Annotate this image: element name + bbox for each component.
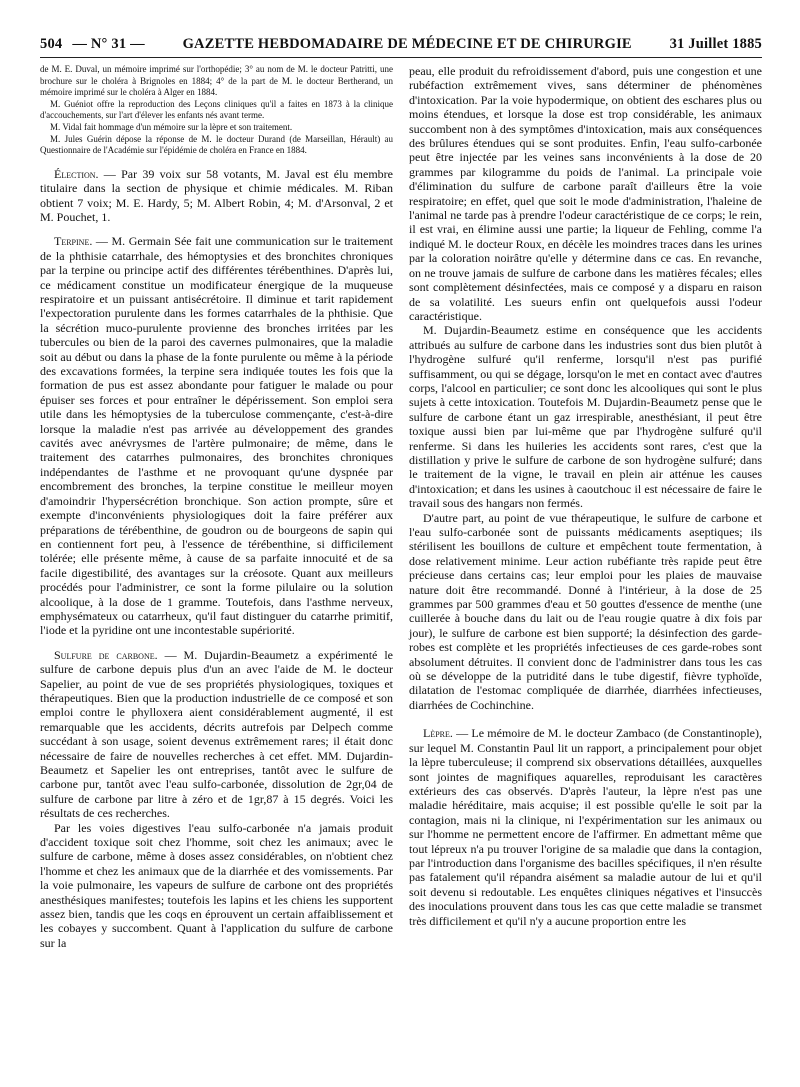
- right-body: [409, 64, 762, 928]
- paragraph: Par les voies digestives l'eau sulfo-carbonée n'a jamais produit d'accident toxique soit chez l'homme, soit chez les animaux; avec le sulfure de carbone, même à doses assez considérables, on n'obtient chez l'homme et chez les animaux que de la diarrhée et des vomissements. Par la voie pulmonaire, les vapeurs de sulfure de carbone ont des propriétés anesthésiques manifestes; toutefois les lapins et les chiens les supportent assez bien, tandis que les coqs en éprouvent un certain affaiblissement et les cobayes y succombent. Quant à l'application du sulfure de carbone sur la: [40, 820, 393, 950]
- section-terpine: [40, 234, 393, 637]
- small-para: M. Guéniot offre la reproduction des Leçons cliniques qu'il a faites en 1873 à la clinique d'accouchements, sur l'art d'élever les enfants nés avant terme.: [40, 98, 393, 121]
- section-lead: Élection.: [54, 166, 99, 181]
- section-lead: Sulfure de carbone.: [54, 647, 158, 662]
- section-text: — M. Germain Sée fait une communication sur le traitement de la phthisie catarrhale, des hémoptysies et des bronchites chroniques par la terpine ou principe actif des différentes térébenthines. D'après lui, ce médicament constitue un modificateur énergique de la muqueuse respiratoire et un puissant antisécrétoire. Il diminue et tarit rapidement l'expectoration purulente dans les formes catarrhales de la phthisie. Que la sécrétion muco-purulente provienne des bronches irritées par les tubercules ou bien de la paroi des cavernes pulmonaires, que la maladie soit au début ou dans la phase de la fonte purulente ou même à la période des excavations formées, la terpine sera indiquée toutes les fois que la formation de pus est assez abondante pour fatiguer le malade ou pour épuiser ses forces et pour entraîner le dépérissement. Son emploi sera utile dans les hémoptysies de la tuberculose commençante, c'est-à-dire lorsque la maladie n'est pas arrivée au développement des grandes cavités avec anévrysmes de l'artère pulmonaire; de même, dans le traitement des catarrhes pulmonaires, des bronchites chroniques indépendantes de l'asthme et ne provoquant qu'une dyspnée par encombrement des bronches, la terpine constitue le meilleur moyen d'amoindrir l'hypersécrétion bronchique. Son action prompte, sûre et exempte d'inconvénients physiologiques doit la faire préférer aux préparations de térébenthine, de goudron ou de bourgeons de sapin qui en contiennent fort peu, à l'essence de térébenthine, si difficilement tolérée; elle présente même, à cause de sa parfaite innocuité et de sa facile digestibilité, des avantages sur la créosote. Quant aux meilleurs procédés pour l'administrer, ce sont la forme pilulaire ou la solution alcoolique, à la dose de 1 gramme. Toutefois, dans l'asthme nerveux, emphysémateux ou catarrheux, qu'il faut distinguer du catarrhe primitif, l'iode et la pyridine ont une incontestable supériorité.: [40, 234, 393, 638]
- section-text: — M. Dujardin-Beaumetz a expérimenté le sulfure de carbone depuis plus d'un an avec l'aide de M. le docteur Sapelier, au point de vue de ses propriétés physiologiques, toxiques et thérapeutiques. Bien que la production industrielle de ce composé et son emploi contre le phylloxera aient considérablement augmenté, il est remarquable que les accidents, décrits autrefois par Delpech comme succédant à son usage, soient devenus extrêmement rares; il était donc nécessaire de faire de nouvelles recherches à cet effet. MM. Dujardin-Beaumetz et Sapelier les ont entreprises, tantôt avec le sulfure de carbone pur, tantôt avec l'eau sulfo-carbonée, dissolution de 2gr,04 de sulfure de carbone par litre à zéro et de 1gr,87 à 15 degrés. Voici les résultats de ces recherches.: [40, 647, 393, 821]
- right-column: [409, 64, 762, 950]
- section-lepre: [409, 726, 762, 928]
- small-para: M. Jules Guérin dépose la réponse de M. le docteur Durand (de Marseillan, Hérault) au Questionnaire de l'Académie sur l'épidémie de choléra en France en 1884.: [40, 133, 393, 156]
- paragraph: D'autre part, au point de vue thérapeutique, le sulfure de carbone et l'eau sulfo-carbonée sont de puissants médicaments aseptiques; ils stérilisent les bouillons de culture et empêchent toute fermentation, à dose relativement minime. Leur action rubéfiante très rapide peut être précieuse dans certains cas; leur emploi pour les plaies de mauvaise nature doit être recommandé. Donné à l'intérieur, à la dose de 25 grammes par 500 grammes d'eau et 50 gouttes d'essence de menthe (une cuillerée à bouche dans du lait ou de l'eau rougie quatre à dix fois par jour), le sulfure de carbone est bien supporté; la désinfection des garde-robes est complète et les propriétés infectieuses de ces garde-robes sont absolument détruites. Il convient donc de l'administrer dans tous les cas où se développe de la putridité dans le tube digestif, fièvre typhoïde, dilatation de l'estomac compliquée de diarrhée, diarrhées infectieuses, diarrhées de Cochinchine.: [409, 510, 762, 712]
- section-text: — Par 39 voix sur 58 votants, M. Javal est élu membre titulaire dans la section de physique et chimie médicales. M. Riban obtient 7 voix; M. E. Hardy, 5; M. Albert Robin, 4; M. d'Arsonval, 2 et M. Pouchet, 1.: [40, 166, 393, 224]
- section-election: [40, 167, 393, 225]
- paragraph: peau, elle produit du refroidissement d'abord, puis une congestion et une rubéfaction extrêmement vives, sans déterminer de phénomènes d'intoxication. Par la voie hypodermique, on obtient des eschares plus ou moins étendues, et lorsque la dose est trop considérable, les animaux succombent non à des symptômes d'intoxication, mais aux conséquences des brûlures étendues qui se sont produites. Enfin, l'eau sulfo-carbonée peut être injectée par les veines sans inconvénients à la dose de 20 grammes par kilogramme du poids de l'animal. La principale voie d'élimination du sulfure de carbone paraît d'ailleurs être la voie respiratoire; en effet, quel que soit le mode d'administration, l'haleine de l'animal ne tarde pas à prendre l'odeur caractéristique de ce corps; le rein, il est vrai, en élimine aussi une partie; la liqueur de Fehling, comme l'a indiqué M. le docteur Roux, en décèle les moindres traces dans les urines par la coloration noirâtre qu'elle y détermine dans ce cas. En revanche, on ne trouve jamais de sulfure de carbone dans les matières fécales; elles sont complètement désinfectées, mais ce composé y a disparu en raison de sa volatilité. Les sueurs enfin ont quelquefois aussi l'odeur caractéristique.: [409, 64, 762, 323]
- paragraph: M. Dujardin-Beaumetz estime en conséquence que les accidents attribués au sulfure de carbone dans les industries sont dus bien plutôt à l'hydrogène sulfuré qu'il renferme, lorsqu'il n'est pas purifié suffisamment, ou qui se dégage, lorsqu'on le met en contact avec d'autres corps, l'alcool en particulier; ce sont donc les alcooliques qui sont le plus sujets à cette intoxication. Toutefois M. Dujardin-Beaumetz pense que le sulfure de carbone étant un gaz irrespirable, anesthésiant, il peut être toxique aussi bien par lui-même que par l'hydrogène sulfuré qu'il renferme. Si dans les huileries les accidents sont rares, c'est que la distillation y prive le sulfure de carbone de son hydrogène sulfuré; dans le traitement de la vigne, le travail en plein air atténue les causes d'intoxication; et dans les usines à caoutchouc il est nécessaire de faire le travail sous des hangars non fermés.: [409, 323, 762, 511]
- small-print-block: [40, 64, 393, 157]
- page-header: [40, 36, 762, 53]
- left-body: [40, 167, 393, 951]
- section-lead: Terpine.: [54, 234, 93, 249]
- small-para: M. Vidal fait hommage d'un mémoire sur la lèpre et son traitement.: [50, 121, 293, 132]
- section-lead: Lèpre.: [423, 726, 453, 741]
- two-column-body: [40, 64, 762, 950]
- journal-title: GAZETTE HEBDOMADAIRE DE MÉDECINE ET DE CHIRURGIE: [182, 36, 632, 52]
- section-text: — Le mémoire de M. le docteur Zambaco (de Constantinople), sur lequel M. Constantin Paul lit un rapport, a principalement pour objet la lèpre tuberculeuse; il comprend six observations détaillées, auxquelles sont jointes de magnifiques aquarelles, reproduisant les caractères extérieurs des cas observés. D'après l'auteur, la lèpre n'est pas une maladie héréditaire, mais acquise; il est possible qu'elle le soit par la contagion, mais ni la clinique, ni l'expérimentation sur les animaux ou sur l'homme ne permettent encore de l'affirmer. En admettant même que tout lépreux n'a pu trouver l'origine de sa maladie que dans la contagion, par l'introduction dans l'organisme des bacilles spécifiques, il n'en résulte pas fatalement qu'il répandra aisément sa maladie autour de lui et qu'il soit devenu si redoutable. Les enquêtes cliniques négatives et l'insuccès des inoculations prouvent dans tous les cas que cette maladie se transmet très difficilement et qu'il n'y a aucune proportion entre les: [409, 726, 762, 928]
- section-sulfure: [40, 648, 393, 821]
- issue-number: — N° 31 —: [72, 36, 145, 52]
- small-para: de M. E. Duval, un mémoire imprimé sur l'orthopédie; 3° au nom de M. le docteur Patritti, une brochure sur le choléra à Brignoles en 1884; 4° de la part de M. le docteur Bertherand, un mémoire imprimé sur le choléra à Alger en 1884.: [40, 64, 393, 98]
- header-rule: [40, 57, 762, 58]
- left-column: [40, 64, 393, 950]
- page-number: 504: [40, 36, 63, 52]
- issue-date: 31 Juillet 1885: [669, 36, 762, 52]
